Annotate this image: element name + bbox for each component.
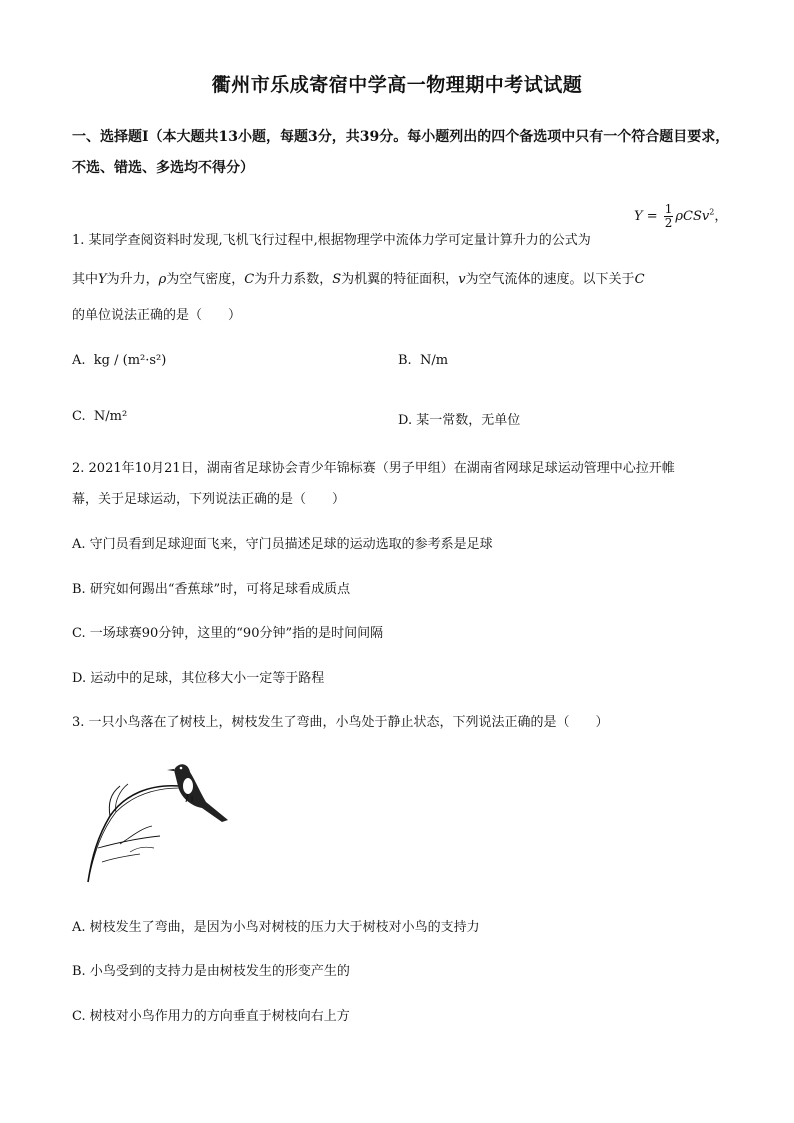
symbol-C2: C (634, 272, 645, 287)
formula-numerator: 1 (664, 202, 673, 216)
option-d-label: D. (398, 413, 413, 428)
option-c-label: C. (72, 409, 86, 424)
q2-option-d[interactable]: D. 运动中的足球，其位移大小一定等于路程 (72, 671, 325, 686)
formula-fraction (664, 203, 674, 230)
formula-exponent: 2 (709, 207, 715, 217)
q2-option-c[interactable]: C. 一场球赛90分钟，这里的“90分钟”指的是时间间隔 (72, 626, 384, 641)
option-b-text: N/m (419, 353, 449, 368)
q1-option-b[interactable] (398, 353, 448, 368)
q1-line2 (72, 268, 645, 287)
option-a-text: kg / (m²·s²) (93, 353, 167, 368)
formula-tail: ， (714, 209, 728, 224)
q1-text-c: 为空气密度， (166, 272, 245, 287)
q1-option-a[interactable] (72, 353, 166, 368)
branch-twig-bottom-2 (130, 847, 154, 852)
bird-beak (167, 769, 174, 771)
formula-denominator: 2 (664, 216, 673, 230)
formula-lhs: Y (634, 209, 643, 224)
q1-formula (634, 203, 727, 230)
branch-twig-upper (109, 786, 120, 816)
q1-line3: 的单位说法正确的是（ ） (72, 308, 242, 323)
option-c-text: N/m² (93, 409, 128, 424)
q1-text-a: 其中 (72, 272, 99, 287)
q1-option-c[interactable] (72, 409, 127, 424)
formula-eq: = (642, 209, 662, 224)
branch-main (88, 786, 180, 882)
q3-option-b[interactable]: B. 小鸟受到的支持力是由树枝发生的形变产生的 (72, 964, 350, 979)
option-a-label: A. (72, 353, 86, 368)
symbol-S: S (332, 272, 342, 287)
q3-line1: 3. 一只小鸟落在了树枝上，树枝发生了弯曲，小鸟处于静止状态，下列说法正确的是（ ） (72, 715, 609, 730)
branch-twig-bottom (102, 854, 140, 862)
q1-text-b: 为升力， (106, 272, 159, 287)
bird-eye (180, 767, 183, 770)
q2-option-a[interactable]: A. 守门员看到足球迎面飞来，守门员描述足球的运动选取的参考系是足球 (72, 537, 493, 552)
symbol-Y: Y (98, 272, 107, 287)
option-b-label: B. (398, 353, 412, 368)
formula-rhs: ρCSv (675, 209, 710, 224)
symbol-v: v (458, 272, 466, 287)
q3-option-a[interactable]: A. 树枝发生了弯曲，是因为小鸟对树枝的压力大于树枝对小鸟的支持力 (72, 920, 480, 935)
bird-chest (183, 778, 193, 794)
q2-option-b[interactable]: B. 研究如何踢出“香蕉球”时，可将足球看成质点 (72, 582, 351, 597)
page-title: 衢州市乐成寄宿中学高一物理期中考试试题 (211, 74, 583, 96)
bird-body (174, 764, 228, 822)
q2-line2: 幕，关于足球运动，下列说法正确的是（ ） (72, 492, 346, 507)
q1-text-f: 为空气流体的速度。以下关于 (465, 272, 635, 287)
section-heading: 一、选择题Ⅰ（本大题共13小题，每题3分，共39分。每小题列出的四个备选项中只有一个符合题目要求，不选、错选、多选均不得分） (72, 129, 730, 176)
option-d-text: 某一常数，无单位 (416, 413, 521, 428)
q1-line1: 1. 某同学查阅资料时发现,飞机飞行过程中,根据物理学中流体力学可定量计算升力的公式为 (72, 233, 591, 248)
symbol-rho: ρ (158, 272, 167, 287)
bird-on-branch-illustration (80, 756, 250, 888)
q1-option-d[interactable] (398, 409, 520, 428)
q1-text-d: 为升力系数， (254, 272, 333, 287)
q3-option-c[interactable]: C. 树枝对小鸟作用力的方向垂直于树枝向右上方 (72, 1009, 350, 1024)
q1-text-e: 为机翼的特征面积， (341, 272, 459, 287)
symbol-C: C (244, 272, 255, 287)
q2-line1: 2. 2021年10月21日，湖南省足球协会青少年锦标赛（男子甲组）在湖南省网球足球运动管理中心拉开帷 (72, 461, 675, 476)
